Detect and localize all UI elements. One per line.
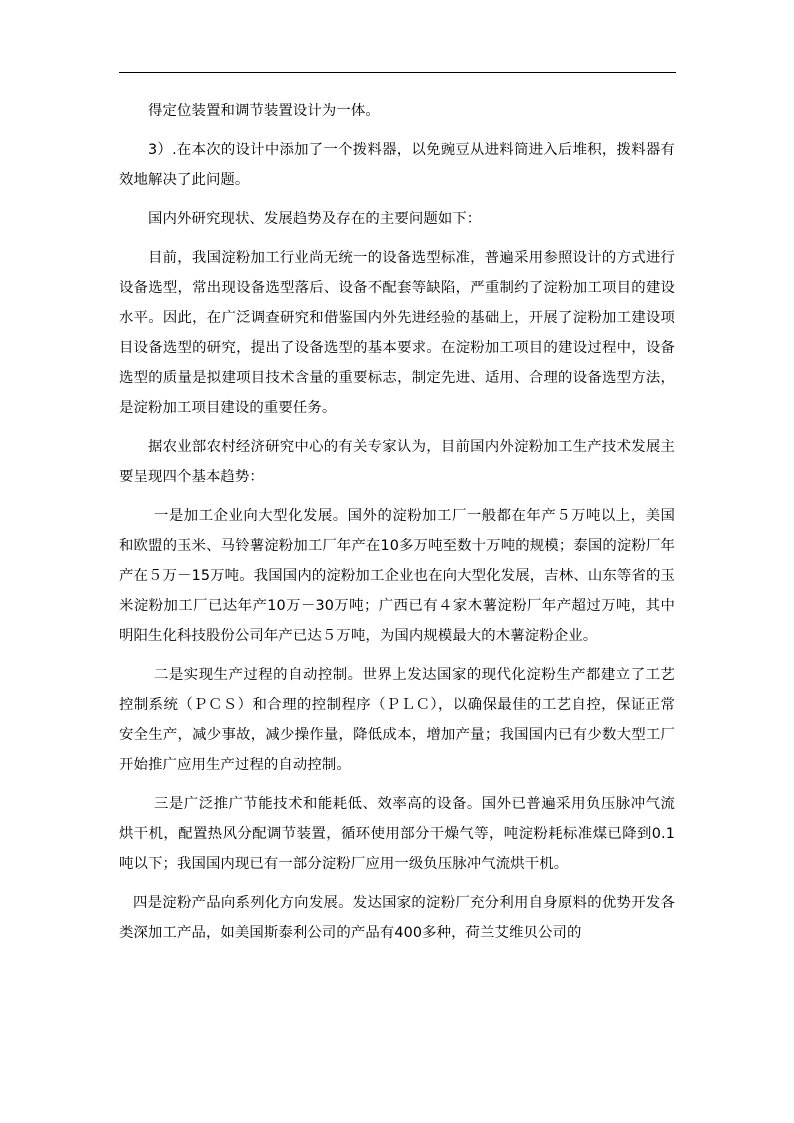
paragraph-trend-four: 四是淀粉产品向系列化方向发展。发达国家的淀粉厂充分利用自身原料的优势开发各类深加工产品，如美国斯泰利公司的产品有400多种，荷兰艾维贝公司的 <box>119 895 675 941</box>
header-rule <box>119 72 676 73</box>
paragraph-trend-two: 二是实现生产过程的自动控制。世界上发达国家的现代化淀粉生产都建立了工艺控制系统（ＰＣＳ）和合理的控制程序（ＰＬＣ），以确保最佳的工艺自控，保证正常安全生产，减少事故，减少操作量，降低成本，增加产量；我国国内已有少数大型工厂开始推广应用生产过程的自动控制。 <box>119 667 675 773</box>
paragraph-positioning-device: 得定位装置和调节装置设计为一体。 <box>148 103 380 119</box>
paragraph-research-status-heading: 国内外研究现状、发展趋势及存在的主要问题如下： <box>148 211 482 227</box>
paragraph-four-trends-intro: 据农业部农村经济研究中心的有关专家认为，目前国内外淀粉加工生产技术发展主要呈现四个基本趋势： <box>119 439 675 485</box>
paragraph-equipment-selection: 目前，我国淀粉加工行业尚无统一的设备选型标准，普遍采用参照设计的方式进行设备选型，常出现设备选型落后、设备不配套等缺陷，严重制约了淀粉加工项目的建设水平。因此，在广泛调查研究和借鉴国内外先进经验的基础上，开展了淀粉加工建设项目设备选型的研究，提出了设备选型的基本要求。在淀粉加工项目的建设过程中，设备选型的质量是拟建项目技术含量的重要标志，制定先进、适用、合理的设备选型方法，是淀粉加工项目建设的重要任务。 <box>119 250 675 416</box>
paragraph-feeder-design: 3）.在本次的设计中添加了一个拨料器，以免豌豆从进料筒进入后堆积，拨料器有效地解决了此问题。 <box>119 142 675 188</box>
document-body <box>119 96 675 957</box>
paragraph-trend-three: 三是广泛推广节能技术和能耗低、效率高的设备。国外已普遍采用负压脉冲气流烘干机，配置热风分配调节装置，循环使用部分干燥气等，吨淀粉耗标准煤已降到0.1吨以下；我国国内现已有一部分淀粉厂应用一级负压脉冲气流烘干机。 <box>119 796 675 872</box>
paragraph-trend-one: 一是加工企业向大型化发展。国外的淀粉加工厂一般都在年产５万吨以上，美国和欧盟的玉米、马铃薯淀粉加工厂年产在10多万吨至数十万吨的规模；泰国的淀粉厂年产在５万－15万吨。我国国内的淀粉加工企业也在向大型化发展，吉林、山东等省的玉米淀粉加工厂已达年产10万－30万吨；广西已有４家木薯淀粉厂年产超过万吨，其中明阳生化科技股份公司年产已达５万吨，为国内规模最大的木薯淀粉企业。 <box>119 508 675 644</box>
